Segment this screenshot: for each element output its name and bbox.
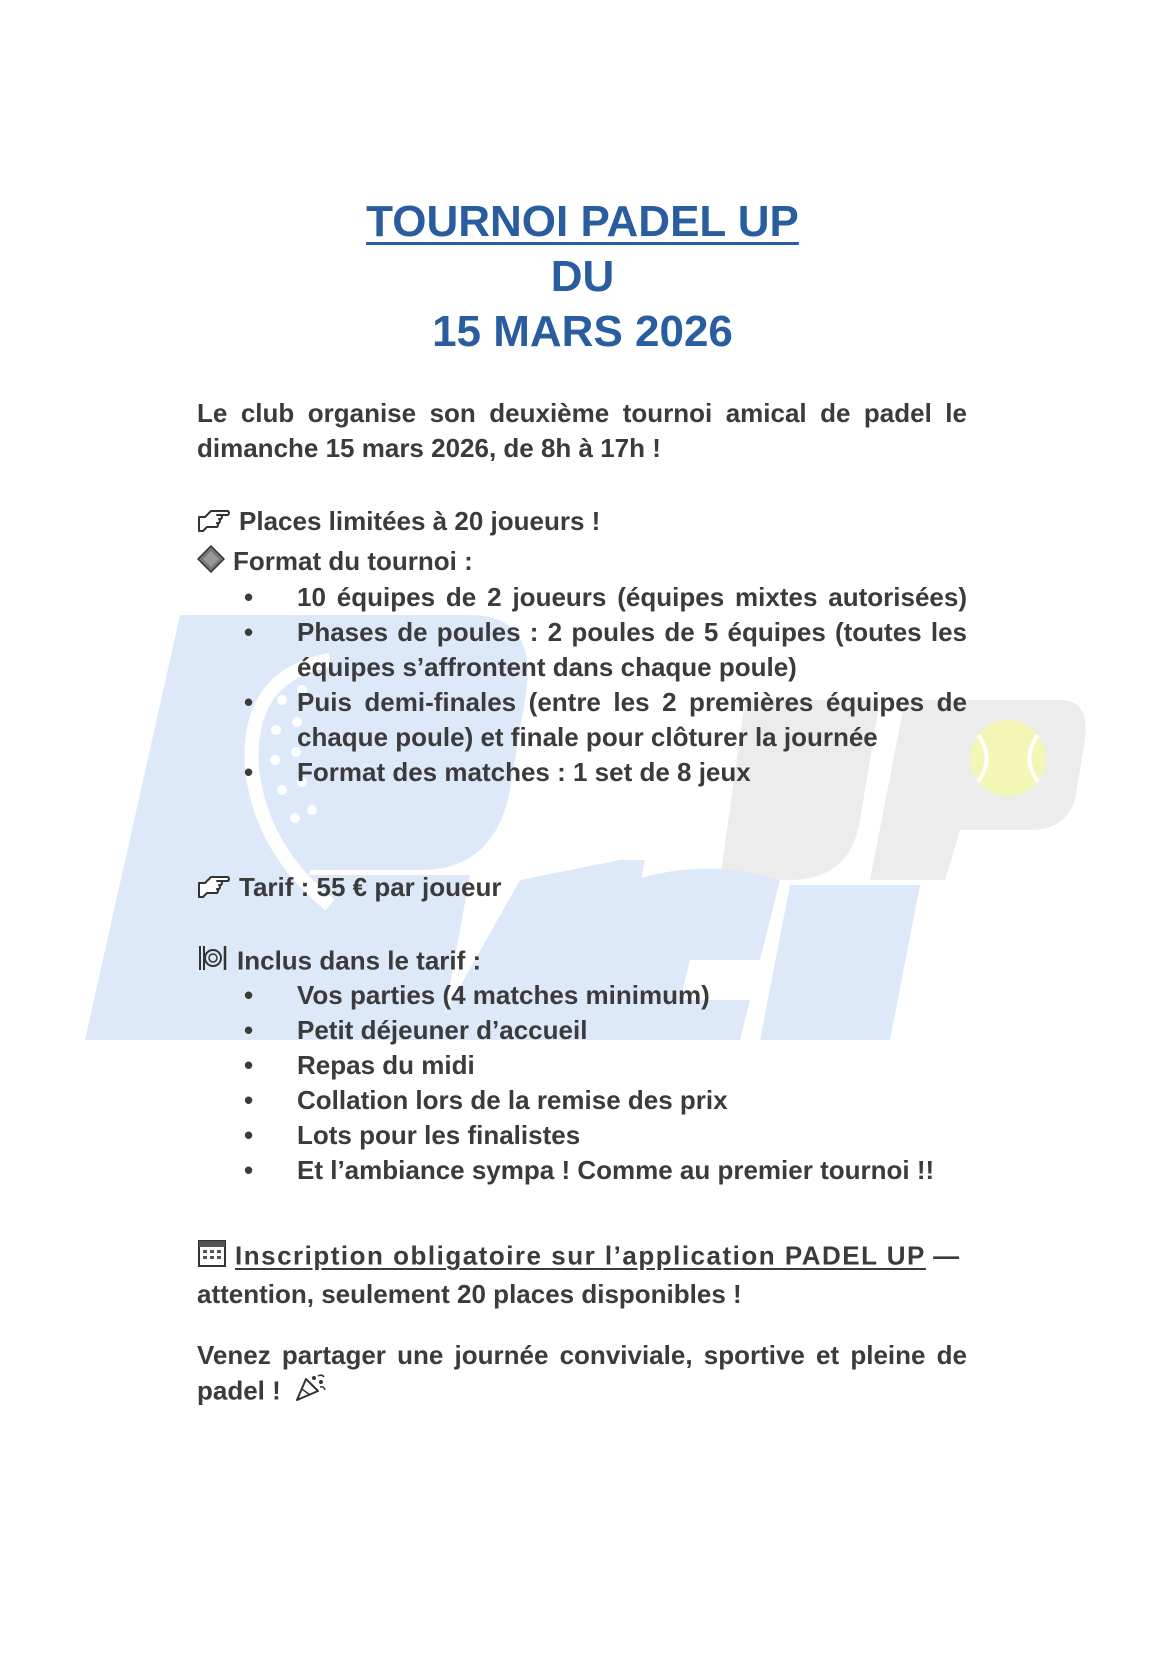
- pointing-hand-icon: [197, 871, 231, 908]
- title-line-3: 15 MARS 2026: [432, 307, 733, 356]
- intro-paragraph: Le club organise son deuxième tournoi amical de padel le dimanche 15 mars 2026, de 8h à 17h !: [197, 398, 967, 463]
- list-item: • Lots pour les finalistes: [244, 1120, 581, 1150]
- included-heading: Inclus dans le tarif :: [237, 945, 482, 976]
- calendar-icon: [197, 1238, 227, 1277]
- list-item: • Repas du midi: [244, 1050, 475, 1080]
- list-item: • Phases de poules : 2 poules de 5 équipes (toutes les équipes s’affrontent dans chaque poule): [244, 617, 967, 682]
- inscription-note: attention, seulement 20 places disponibles !: [197, 1279, 742, 1309]
- diamond-icon: [197, 545, 225, 582]
- format-heading-line: [197, 544, 977, 582]
- pointing-hand-icon: [197, 505, 231, 542]
- format-heading: Format du tournoi :: [233, 546, 473, 576]
- format-list: [244, 580, 967, 790]
- tarif-text: Tarif : 55 € par joueur: [239, 872, 502, 902]
- list-item: • Vos parties (4 matches minimum): [244, 980, 710, 1010]
- title-line-2: DU: [550, 252, 615, 301]
- included-list: [244, 978, 967, 1188]
- list-item: • Et l’ambiance sympa ! Comme au premier tournoi !!: [244, 1155, 935, 1185]
- party-popper-icon: [294, 1373, 326, 1412]
- list-item: • Format des matches : 1 set de 8 jeux: [244, 757, 751, 787]
- tarif-line: [197, 870, 977, 908]
- included-heading-line: [197, 943, 977, 982]
- closing-text: Venez partager une journée conviviale, sportive et pleine de padel !: [197, 1340, 967, 1406]
- document-title: [0, 194, 1165, 359]
- places-line: [197, 504, 977, 542]
- inscription-dash: —: [925, 1240, 960, 1271]
- title-line-1: TOURNOI PADEL UP: [366, 197, 799, 246]
- list-item: • Collation lors de la remise des prix: [244, 1085, 728, 1115]
- inscription-link[interactable]: Inscription obligatoire sur l’application PADEL UP: [235, 1240, 926, 1271]
- places-text: Places limitées à 20 joueurs !: [239, 506, 601, 536]
- inscription-paragraph: [197, 1238, 967, 1312]
- list-item: • Puis demi-finales (entre les 2 premières équipes de chaque poule) et finale pour clôturer la journée: [244, 687, 967, 752]
- list-item: • 10 équipes de 2 joueurs (équipes mixtes autorisées): [244, 582, 967, 612]
- list-item: • Petit déjeuner d’accueil: [244, 1015, 588, 1045]
- plate-cutlery-icon: [197, 943, 229, 982]
- closing-paragraph: [197, 1338, 967, 1412]
